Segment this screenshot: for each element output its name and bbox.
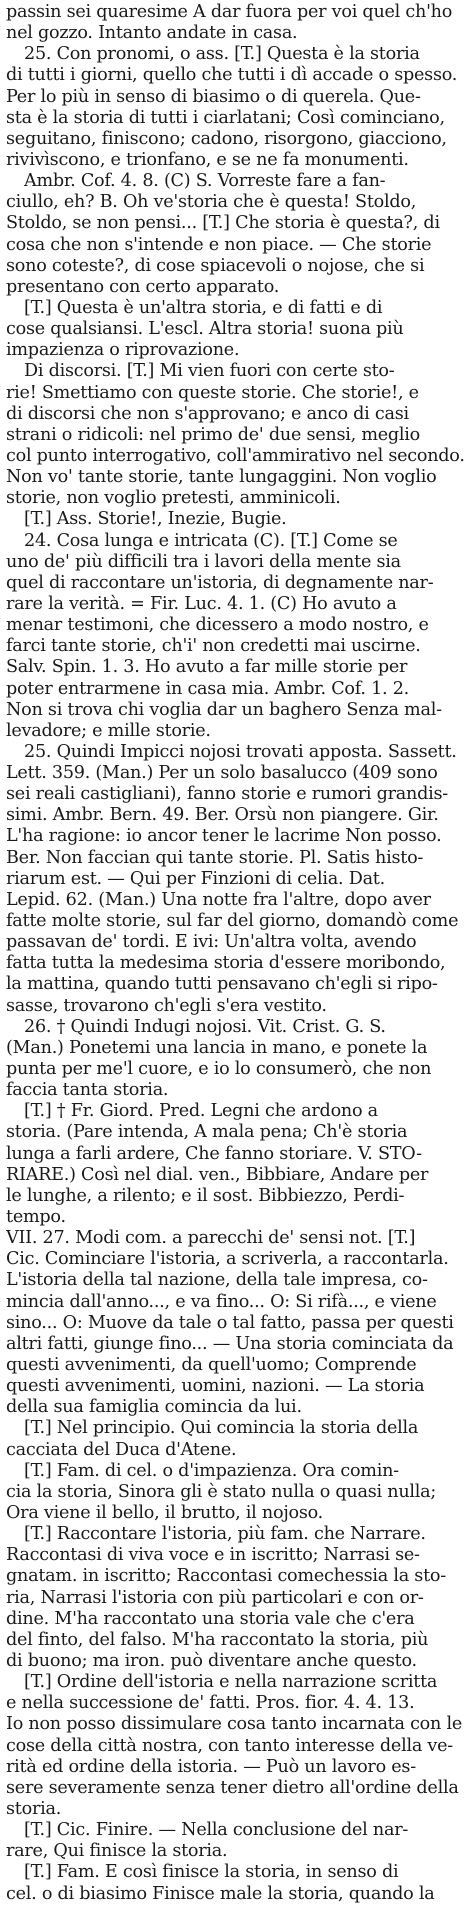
text-line: [T.] † Fr. Giord. Pred. Legni che ardono a [24,1101,378,1122]
text-line: seguitano, finiscono; cadono, risorgono, giacciono, [6,128,447,149]
text-line: simi. Ambr. Bern. 49. Ber. Orsù non piangere. Gir. [6,805,439,826]
text-line: cosa che non s'intende e non piace. — Che storie [6,234,432,255]
text-line: Di discorsi. [T.] Mi vien fuori con certe sto- [24,361,395,382]
text-line: cia la storia, Sinora gli è stato nulla o quasi nulla; [6,1481,437,1502]
text-line: storie, non voglio pretesti, amminicoli. [6,488,341,509]
text-line: L'istoria della tal nazione, della tale impresa, co- [6,1270,428,1291]
text-line: 26. † Quindi Indugi nojosi. Vit. Crist. G. S. [24,1016,386,1037]
text-line: [T.] Fam. E così finisce la storia, in senso di [24,1862,399,1883]
text-line: storia. (Pare intenda, A mala pena; Ch'è storia [6,1122,408,1143]
text-line: (Man.) Ponetemi una lancia in mano, e ponete la [6,1037,428,1058]
text-line: cacciata del Duca d'Atene. [6,1439,237,1460]
text-line: di buono; ma iron. può diventare anche questo. [6,1650,417,1671]
text-line: Io non posso dissimulare cosa tanto incarnata con le [6,1714,462,1735]
text-line: Per lo più in senso di biasimo o di querela. Que- [6,86,421,107]
text-line: Stoldo, se non pensi... [T.] Che storia è questa?, di [6,213,440,234]
text-line: cose della città nostra, con tanto interesse della ve- [6,1735,453,1756]
text-line: [T.] Cic. Finire. — Nella conclusione del nar- [24,1820,409,1841]
text-line: passin sei quaresime A dar fuora per voi quel ch'ho [6,2,453,22]
page-text [6,0,465,1911]
text-line: Non vo' tante storie, tante lungaggini. Non voglio [6,467,437,488]
text-line: faccia tanta storia. [6,1080,169,1101]
text-line: [T.] Ordine dell'istoria e nella narrazione scritta [24,1672,438,1693]
text-line: cel. o di biasimo Finisce male la storia, quando la [6,1883,435,1904]
text-line: e nella successione de' fatti. Pros. fior. 4. 4. 13. [6,1693,415,1714]
text-line: di tutti i giorni, quello che tutti i dì accade o spesso. [6,65,458,86]
text-line: fatte molte storie, sul far del giorno, domandò come [6,911,459,932]
text-line: sasse, trovarono ch'egli s'era vestito. [6,995,327,1016]
text-line: [T.] Nel principio. Qui comincia la storia della [24,1418,419,1439]
text-line: presentano con certo apparato. [6,276,280,297]
text-line: cose qualsiansi. L'escl. Altra storia! suona più [6,319,404,340]
text-line: menar testimoni, che dicessero a modo nostro, e [6,615,429,636]
text-line: Ber. Non faccian qui tante storie. Pl. Satis histo- [6,847,424,868]
text-line: Lepid. 62. (Man.) Una notte fra l'altre, dopo aver [6,889,431,910]
text-line: gnatam. in iscritto; Raccontasi comechessia la sto- [6,1566,446,1587]
text-line: Raccontasi di viva voce e in iscritto; Narrasi se- [6,1545,420,1566]
text-line: farci tante storie, ch'i' non credetti mai uscirne. [6,636,421,657]
text-line: del finto, del falso. M'ha raccontato la storia, più [6,1629,429,1650]
text-line: di discorsi che non s'approvano; e anco di casi [6,403,409,424]
text-line: 24. Cosa lunga e intricata (C). [T.] Come se [24,530,398,551]
text-line: 25. Con pronomi, o ass. [T.] Questa è la storia [24,44,420,65]
text-line: Cic. Cominciare l'istoria, a scriverla, a raccontarla. [6,1249,449,1270]
text-line: lunga a farli ardere, Che fanno storiare. V. STO- [6,1143,422,1164]
text-line: della sua famiglia comincia da lui. [6,1397,302,1418]
text-line: dine. M'ha raccontato una storia vale che c'era [6,1608,415,1629]
text-line: sono coteste?, di cose spiacevoli o nojose, che si [6,255,425,276]
text-line: strani o ridicoli: nel primo de' due sensi, meglio [6,424,421,445]
text-line: Lett. 359. (Man.) Per un solo basalucco (409 sono [6,763,438,784]
text-line: quel di raccontare un'istoria, di degnamente nar- [6,572,434,593]
text-line: tempo. [6,1207,66,1228]
text-line: mincia dall'anno..., e va fino... O: Si rifà..., e viene [6,1291,437,1312]
text-line: sta è la storia di tutti i ciarlatani; Così cominciano, [6,107,445,128]
text-line: rità ed ordine della istoria. — Può un lavoro es- [6,1756,416,1777]
text-line: rivivìscono, e trionfano, e se ne fa monumenti. [6,149,409,170]
text-line: Non si trova chi voglia dar un baghero Senza mal- [6,699,442,720]
text-line: altri fatti, giunge fino... — Una storia cominciata da [6,1333,454,1354]
text-line: sino... O: Muove da tale o tal fatto, passa per questi [6,1312,454,1333]
text-line: RIARE.) Così nel dial. ven., Bibbiare, Andare per [6,1164,429,1185]
text-line: punta per me'l cuore, e io lo consumerò, che non [6,1059,432,1080]
text-line: levadore; e mille storie. [6,720,211,741]
text-line: riarum est. — Qui per Finzioni di celia. Dat. [6,868,385,889]
text-line: col punto interrogativo, coll'ammirativo nel secondo. [6,445,465,466]
text-line: questi avvenimenti, uomini, nazioni. — La storia [6,1376,425,1397]
text-line: VII. 27. Modi com. a parecchi de' sensi not. [T.] [6,1228,416,1249]
text-line: L'ha ragione: io ancor tener le lacrime Non posso. [6,826,442,847]
text-line: sei reali castigliani), fanno storie e rumori grandis- [6,784,448,805]
text-line: passavan de' tordi. E ivi: Un'altra volta, avendo [6,932,417,953]
text-line: sere severamente senza tener dietro all'ordine della [6,1777,459,1798]
text-line: ria, Narrasi l'istoria con più particolari e con or- [6,1587,424,1608]
text-line: [T.] Raccontare l'istoria, più fam. che Narrare. [24,1524,426,1545]
text-line: rare, Qui finisce la storia. [6,1841,228,1862]
text-line: Ambr. Cof. 4. 8. (C) S. Vorreste fare a fan- [24,171,386,192]
text-line: rie! Smettiamo con queste storie. Che storie!, e [6,382,419,403]
text-line: uno de' più difficili tra i lavori della mente sia [6,551,401,572]
text-line: questi avvenimenti, da quell'uomo; Comprende [6,1355,417,1375]
text-line: [T.] Questa è un'altra storia, e di fatti e di [24,297,383,318]
text-line: impazienza o riprovazione. [6,340,240,361]
text-line: Salv. Spin. 1. 3. Ho avuto a far mille storie per [6,657,408,678]
text-line: Ora viene il bello, il brutto, il nojoso. [6,1502,324,1523]
text-line: la mattina, quando tutti pensavano ch'egli si ripo- [6,974,438,995]
text-line: [T.] Ass. Storie!, Inezie, Bugie. [24,509,287,530]
text-line: nel gozzo. Intanto andate in casa. [6,23,298,44]
text-line: le lunghe, a rilento; e il sost. Bibbiezzo, Perdi- [6,1185,405,1206]
text-line: storia. [6,1798,62,1819]
text-line: poter entrarmene in casa mia. Ambr. Cof. 1. 2. [6,678,409,699]
text-line: [T.] Fam. di cel. o d'impazienza. Ora comin- [24,1460,399,1481]
text-line: ciullo, eh? B. Oh ve'storia che è questa! Stoldo, [6,192,417,213]
text-line: 25. Quindi Impicci nojosi trovati apposta. Sassett. [24,741,457,762]
text-line: rare la verità. = Fir. Luc. 4. 1. (C) Ho avuto a [6,593,397,614]
text-line: fatta tutta la medesima storia d'essere moribondo, [6,953,446,974]
